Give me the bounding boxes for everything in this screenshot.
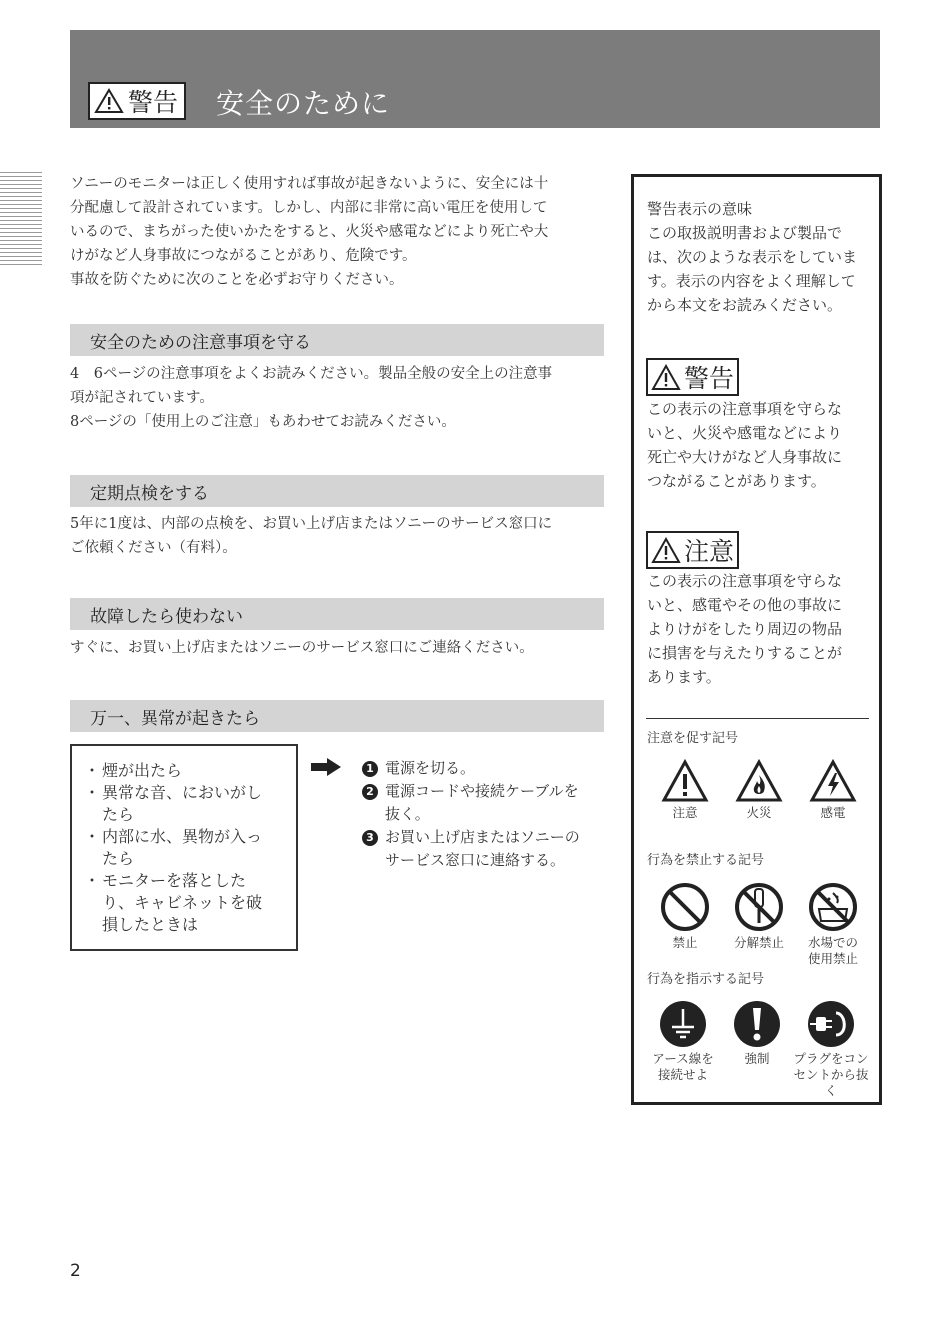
fire-symbol: 火災: [720, 759, 798, 821]
unplug-symbol: プラグをコン セントから抜く: [792, 999, 870, 1099]
section-body: [70, 636, 534, 660]
prohibit-symbols-heading: 行為を禁止する記号: [647, 853, 765, 868]
step-number-icon: 3: [362, 830, 378, 846]
symptom-item: ・ 異常な音、においがし たら: [84, 783, 263, 824]
warning-badge-label: 警告: [128, 88, 179, 117]
emergency-steps: [362, 757, 607, 872]
symptom-item: ・ 内部に水、異物が入っ たら: [84, 827, 263, 868]
section-heading-text: 故障したら使わない: [90, 607, 243, 627]
no-water-icon: [807, 881, 859, 933]
section-heading: [70, 324, 604, 356]
section-line: 8ページの「使用上のご注意」もあわせてお読みください。: [70, 414, 456, 430]
intro-line: 分配慮して設計されています。しかし、内部に非常に高い電圧を使用して: [70, 200, 548, 216]
section-body: [70, 512, 552, 560]
caution-symbol: 注意: [646, 759, 724, 821]
mandatory-symbol: 強制: [718, 999, 796, 1067]
caution-tag: 注意: [646, 531, 739, 569]
warning-legend-panel: [631, 174, 882, 1105]
symptoms-box: [70, 744, 298, 951]
symptom-item: ・ 煙が出たら: [84, 761, 183, 780]
page-title: 安全のために: [216, 87, 391, 120]
no-disassembly-icon: [733, 881, 785, 933]
step-number-icon: 2: [362, 784, 378, 800]
section-heading: [70, 475, 604, 507]
section-heading-text: 定期点検をする: [90, 484, 209, 504]
warning-triangle-icon: [651, 364, 681, 391]
section-body: [70, 362, 552, 434]
step-item: 3 お買い上げ店またはソニーの サービス窓口に連絡する。: [362, 826, 607, 872]
panel-divider: [646, 718, 869, 719]
section-line: すぐに、お買い上げ店またはソニーのサービス窓口にご連絡ください。: [70, 640, 534, 656]
meaning-text: 警告表示の意味 この取扱説明書および製品で は、次のような表示をしていま す。表示の内容をよく理解して から本文をお読みください。: [647, 197, 869, 317]
instruct-symbols-heading: 行為を指示する記号: [647, 972, 765, 987]
section-line: 4 6ページの注意事項をよくお読みください。製品全般の安全上の注意事: [70, 366, 553, 382]
section-line: 5年に1度は、内部の点検を、お買い上げ店またはソニーのサービス窓口に: [70, 516, 553, 532]
section-line: ご依頼ください（有料）。: [70, 540, 237, 556]
caution-triangle-icon: [651, 537, 681, 564]
intro-line: 事故を防ぐために次のことを必ずお守りください。: [70, 272, 404, 288]
prohibited-symbol: 禁止: [646, 881, 724, 951]
meaning-heading: 警告表示の意味: [647, 200, 753, 218]
step-item: 1 電源を切る。: [362, 757, 607, 780]
intro-line: いるので、まちがった使いかたをすると、火災や感電などにより死亡や大: [70, 224, 549, 240]
intro-line: けがなど人身事故につながることがあり、危険です。: [70, 248, 417, 264]
shock-triangle-icon: [809, 759, 857, 803]
intro-paragraph: [70, 172, 604, 292]
arrow-right-icon: [311, 758, 341, 776]
attention-symbols-heading: 注意を促す記号: [647, 731, 739, 746]
prohibited-icon: [659, 881, 711, 933]
no-disassembly-symbol: 分解禁止: [720, 881, 798, 951]
section-line: 項が記されています。: [70, 390, 214, 406]
caution-description: この表示の注意事項を守らな いと、感電やその他の事故に よりけがをしたり周辺の物品 に損害を与えたりすることが あります。: [647, 572, 843, 686]
ground-icon: [658, 999, 708, 1049]
section-heading-text: 安全のための注意事項を守る: [90, 333, 311, 353]
symptom-item: ・ モニターを落とした り、キャビネットを破 損したときは: [84, 871, 263, 934]
section-thumb-tab: [0, 172, 42, 266]
no-water-symbol: 水場での 使用禁止: [794, 881, 872, 967]
unplug-icon: [806, 999, 856, 1049]
header-banner: [70, 30, 880, 128]
shock-symbol: 感電: [794, 759, 872, 821]
ground-symbol: アース線を 接続せよ: [644, 999, 722, 1083]
mandatory-icon: [732, 999, 782, 1049]
warning-description: この表示の注意事項を守らな いと、火災や感電などにより 死亡や大けがなど人身事故に つながることがあります。: [647, 400, 843, 490]
warning-tag: 警告: [646, 358, 739, 396]
section-heading: [70, 700, 604, 732]
warning-triangle-icon: [94, 88, 124, 114]
intro-line: ソニーのモニターは正しく使用すれば事故が起きないように、安全には十: [70, 176, 549, 192]
step-item: 2 電源コードや接続ケーブルを 抜く。: [362, 780, 607, 826]
fire-triangle-icon: [735, 759, 783, 803]
page-number: 2: [70, 1261, 81, 1281]
caution-triangle-icon: [661, 759, 709, 803]
section-heading-text: 万一、異常が起きたら: [90, 709, 260, 729]
step-number-icon: 1: [362, 761, 378, 777]
warning-badge: [88, 82, 186, 120]
section-heading: [70, 598, 604, 630]
